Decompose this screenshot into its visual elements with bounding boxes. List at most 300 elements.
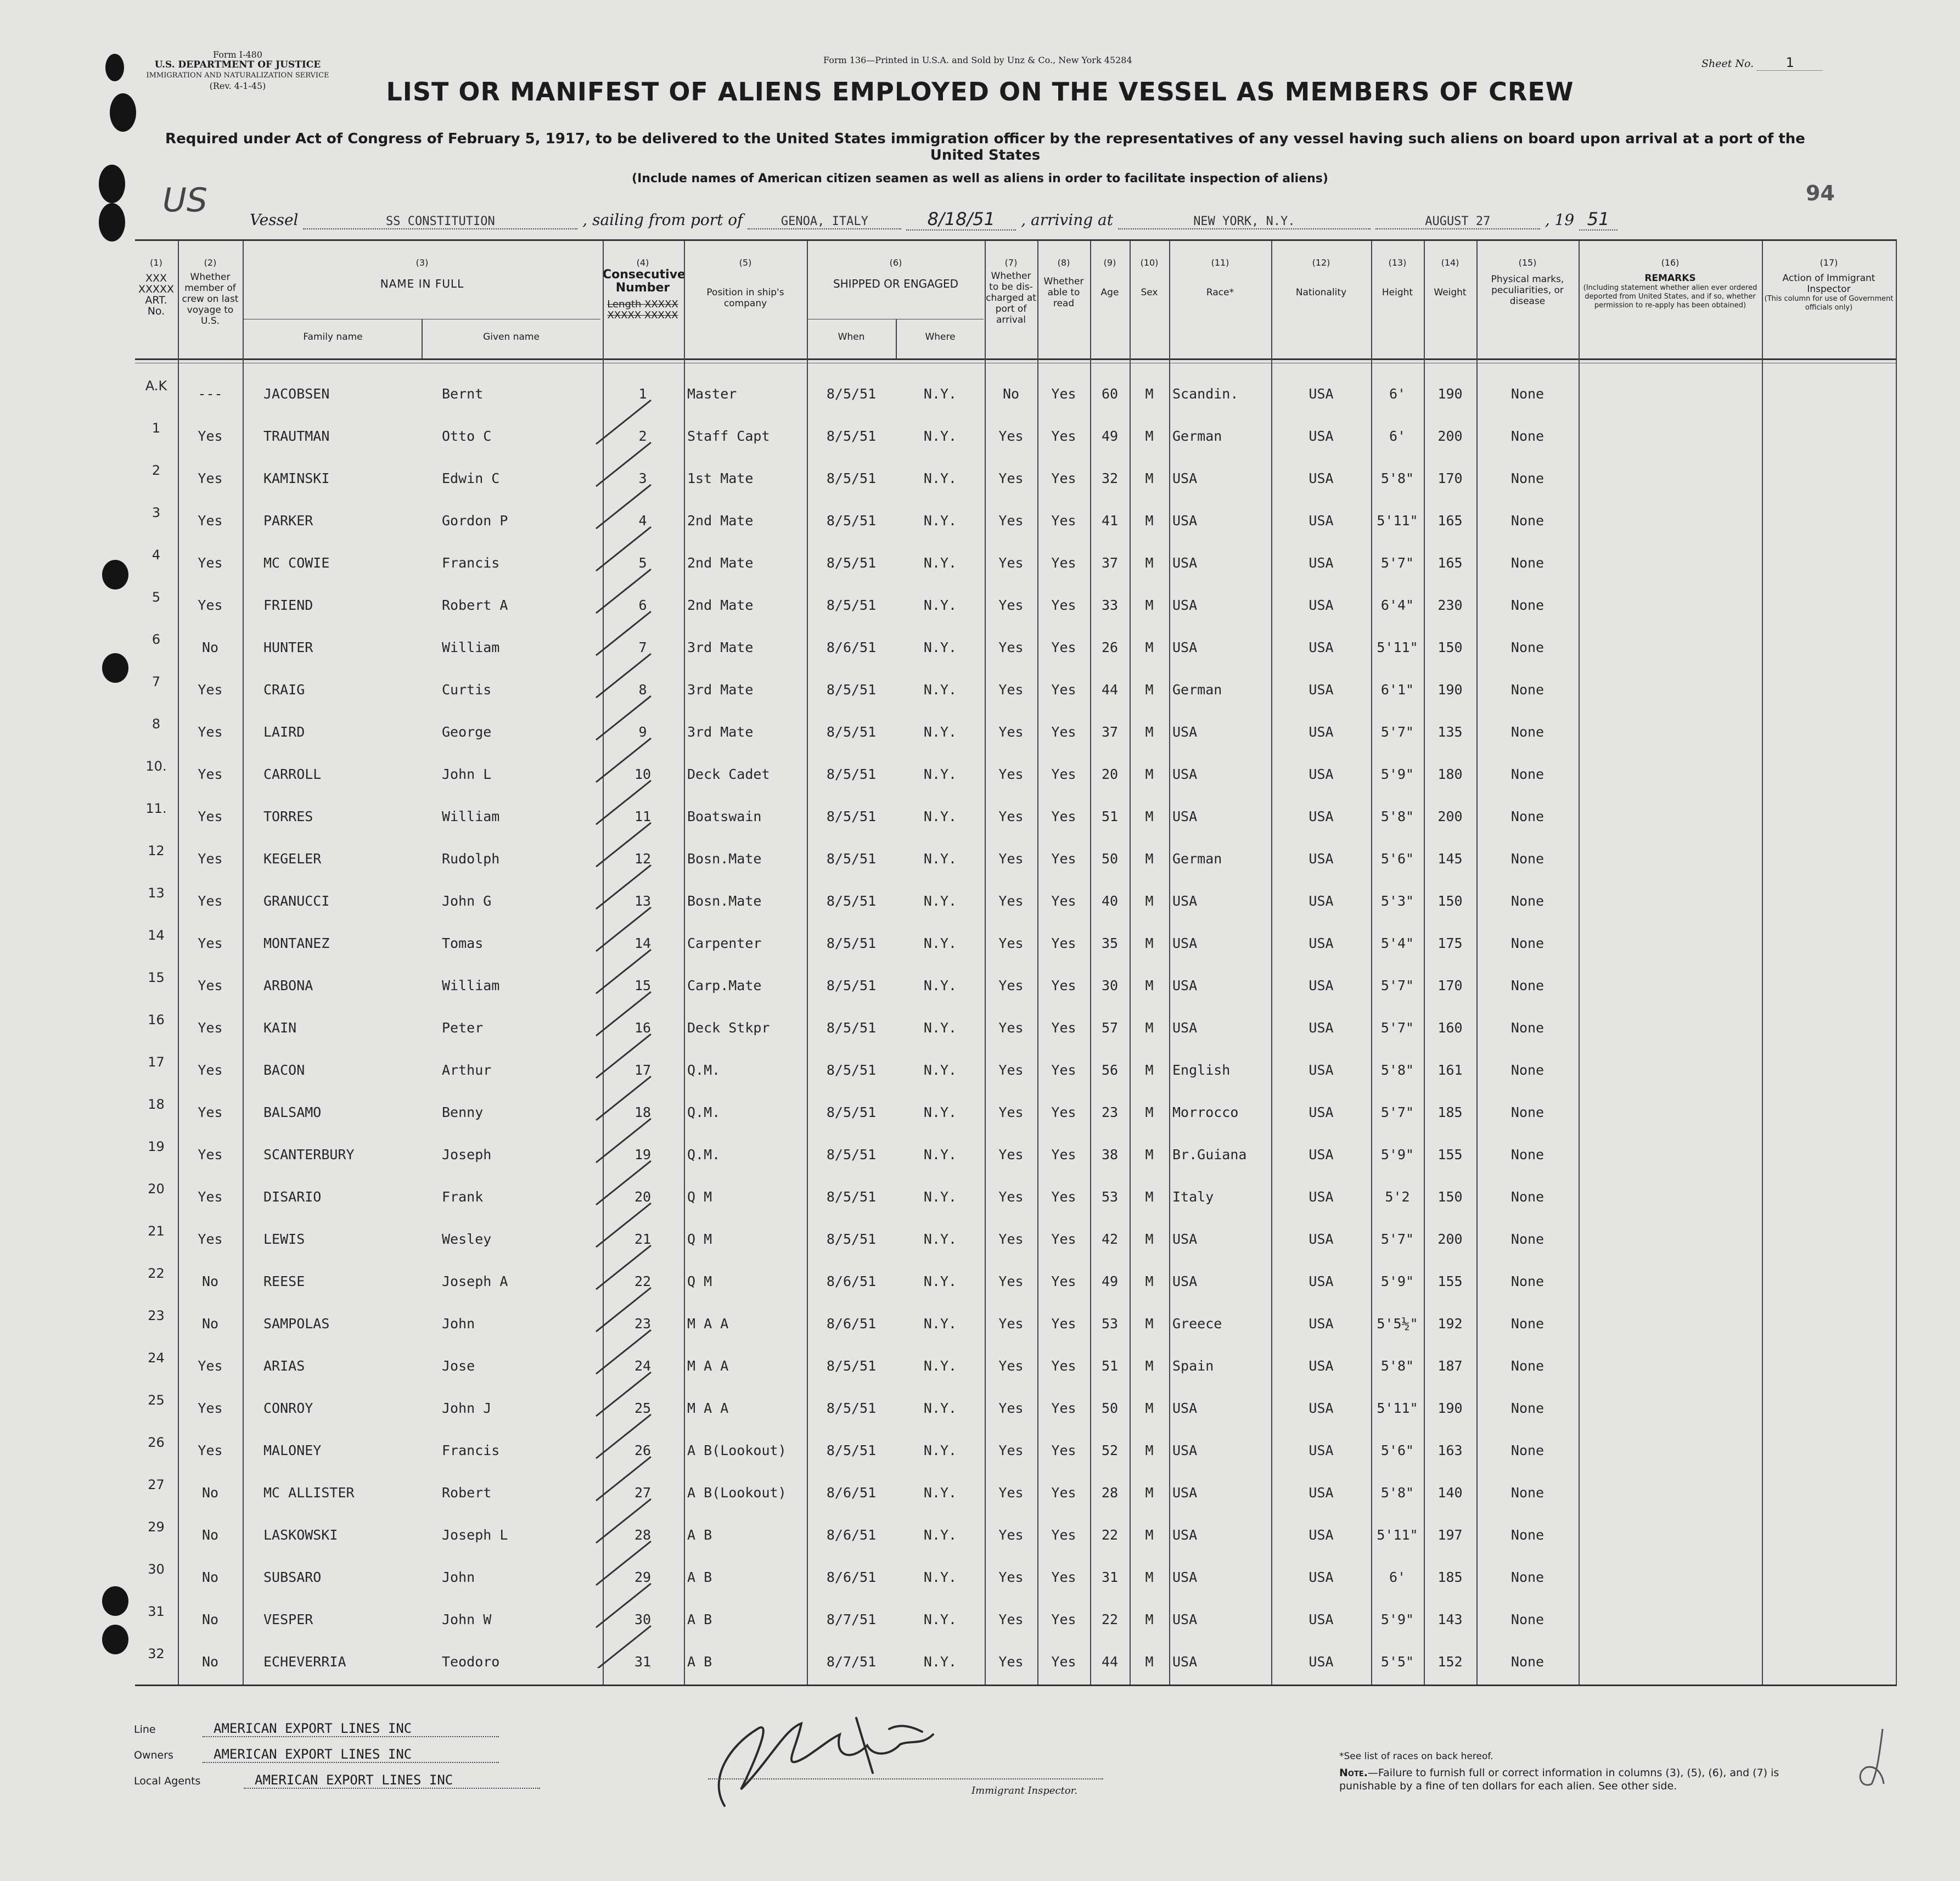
cell-race: USA [1172, 1485, 1198, 1501]
cell-age: 50 [1101, 1400, 1119, 1416]
cell-read: Yes [1051, 1442, 1076, 1458]
col-13-label: Height [1381, 287, 1413, 298]
cell-where: N.Y. [923, 639, 957, 655]
cell-weight: 165 [1437, 555, 1463, 571]
cell-position: A B [687, 1612, 712, 1627]
cell-given: John [442, 1316, 475, 1332]
cell-when: 8/6/51 [826, 1273, 877, 1289]
cell-last: No [201, 1527, 219, 1543]
crew-row [135, 457, 1897, 499]
col-7-number: (7) [1004, 257, 1018, 268]
agents-label: Local Agents [134, 1775, 201, 1787]
tally-mark [596, 442, 651, 486]
cell-weight: 161 [1437, 1062, 1463, 1078]
cell-weight: 230 [1437, 597, 1463, 613]
tally-mark [596, 1626, 651, 1668]
cell-height: 5'9" [1380, 1612, 1414, 1627]
crew-row [135, 1472, 1897, 1514]
cell-disch: Yes [998, 1654, 1024, 1670]
cell-position: Staff Capt [687, 428, 770, 444]
tally-mark [596, 781, 651, 824]
col-1-label: XXX XXXXX ART. No. [138, 272, 175, 317]
cell-weight: 200 [1437, 1231, 1463, 1247]
cell-sex: M [1145, 851, 1154, 867]
cell-where: N.Y. [923, 1273, 957, 1289]
cell-when: 8/5/51 [826, 682, 877, 698]
cell-nat: USA [1308, 1062, 1334, 1078]
cell-no: 20 [634, 1189, 652, 1205]
cell-marks: None [1510, 808, 1545, 824]
cell-marks: None [1510, 978, 1545, 993]
cell-id: 18 [148, 1097, 165, 1112]
cell-family: GRANUCCI [263, 893, 330, 909]
col-4-header [603, 257, 686, 321]
cell-height: 5'4" [1380, 935, 1414, 951]
tally-mark [596, 1161, 651, 1205]
col-3-header [244, 257, 600, 289]
col-2-header [179, 257, 242, 327]
cell-given: Tomas [442, 935, 484, 951]
cell-last: Yes [198, 1358, 223, 1374]
cell-nat: USA [1308, 808, 1334, 824]
cell-when: 8/5/51 [826, 470, 877, 486]
races-note: *See list of races on back hereof. [1339, 1751, 1493, 1762]
cell-disch: Yes [998, 1527, 1024, 1543]
cell-height: 5'9" [1380, 766, 1414, 782]
cell-last: Yes [198, 1104, 223, 1120]
cell-given: Wesley [442, 1231, 492, 1247]
cell-where: N.Y. [923, 1062, 957, 1078]
cell-position: Bosn.Mate [687, 851, 762, 867]
cell-position: A B [687, 1527, 712, 1543]
cell-given: Joseph [442, 1147, 492, 1163]
crew-row [135, 922, 1897, 964]
column-divider [985, 241, 986, 1685]
cell-nat: USA [1308, 1612, 1334, 1627]
cell-last: No [201, 1612, 219, 1627]
name-subcolumn-divider [422, 319, 423, 358]
cell-height: 6'1" [1380, 682, 1414, 698]
cell-where: N.Y. [923, 513, 957, 529]
cell-family: BALSAMO [263, 1104, 322, 1120]
crew-row [135, 964, 1897, 1007]
cell-given: Francis [442, 1442, 500, 1458]
cell-position: M A A [687, 1358, 729, 1374]
cell-when: 8/5/51 [826, 597, 877, 613]
cell-where: N.Y. [923, 1104, 957, 1120]
cell-height: 5'7" [1380, 1020, 1414, 1036]
cell-when: 8/5/51 [826, 1231, 877, 1247]
cell-where: N.Y. [923, 1316, 957, 1332]
cell-sex: M [1145, 1612, 1154, 1627]
cell-disch: Yes [998, 682, 1024, 698]
col-8-header [1038, 257, 1089, 309]
col-2-number: (2) [204, 257, 217, 268]
cell-disch: Yes [998, 1358, 1024, 1374]
column-divider [1090, 241, 1091, 1685]
column-divider [1371, 241, 1372, 1685]
cell-disch: Yes [998, 639, 1024, 655]
vessel-name: SS CONSTITUTION [303, 215, 577, 229]
cell-id: 16 [148, 1012, 165, 1027]
cell-nat: USA [1308, 1485, 1334, 1501]
cell-height: 6'4" [1380, 597, 1414, 613]
cell-read: Yes [1051, 978, 1076, 993]
cell-age: 51 [1101, 808, 1119, 824]
crew-row [135, 1345, 1897, 1387]
cell-position: Bosn.Mate [687, 893, 762, 909]
cell-position: 3rd Mate [687, 682, 754, 698]
cell-sex: M [1145, 1527, 1154, 1543]
cell-where: N.Y. [923, 1400, 957, 1416]
cell-race: English [1172, 1062, 1231, 1078]
cell-disch: Yes [998, 808, 1024, 824]
cell-read: Yes [1051, 639, 1076, 655]
cell-height: 5'8" [1380, 1358, 1414, 1374]
cell-height: 5'7" [1380, 724, 1414, 740]
cell-where: N.Y. [923, 1358, 957, 1374]
cell-marks: None [1510, 1316, 1545, 1332]
department-name: U.S. DEPARTMENT OF JUSTICE [154, 59, 321, 70]
cell-race: USA [1172, 513, 1198, 529]
line-field [134, 1721, 499, 1737]
cell-family: SUBSARO [263, 1569, 322, 1585]
col-11-label: Race* [1206, 287, 1234, 298]
cell-disch: Yes [998, 724, 1024, 740]
cell-disch: Yes [998, 470, 1024, 486]
cell-when: 8/6/51 [826, 1485, 877, 1501]
cell-age: 35 [1101, 935, 1119, 951]
cell-no: 28 [634, 1527, 652, 1543]
cell-marks: None [1510, 1485, 1545, 1501]
col-17-label: Action of Immigrant Inspector [1782, 273, 1875, 295]
cell-read: Yes [1051, 1147, 1076, 1163]
cell-weight: 190 [1437, 682, 1463, 698]
cell-marks: None [1510, 1189, 1545, 1205]
tally-mark [596, 950, 651, 993]
cell-family: PARKER [263, 513, 313, 529]
handwritten-margin-mark: US [162, 181, 208, 220]
crew-row [135, 584, 1897, 626]
cell-last: Yes [198, 1147, 223, 1163]
cell-where: N.Y. [923, 1147, 957, 1163]
col-6-where-header: Where [925, 332, 956, 342]
cell-read: Yes [1051, 1020, 1076, 1036]
cell-marks: None [1510, 513, 1545, 529]
cell-age: 37 [1101, 555, 1119, 571]
handwritten-corner-mark [1850, 1723, 1899, 1795]
cell-marks: None [1510, 893, 1545, 909]
col-5-header [685, 257, 806, 309]
col-17-number: (17) [1819, 257, 1838, 268]
cell-id: 24 [148, 1350, 165, 1366]
cell-marks: None [1510, 1654, 1545, 1670]
cell-disch: Yes [998, 597, 1024, 613]
cell-disch: Yes [998, 1020, 1024, 1036]
cell-given: Gordon P [442, 513, 508, 529]
cell-when: 8/5/51 [826, 978, 877, 993]
cell-race: USA [1172, 1569, 1198, 1585]
cell-family: KAIN [263, 1020, 297, 1036]
col-14-label: Weight [1434, 287, 1467, 298]
cell-disch: Yes [998, 978, 1024, 993]
tally-mark [596, 1076, 651, 1120]
cell-where: N.Y. [923, 597, 957, 613]
cell-no: 5 [638, 555, 647, 571]
cell-sex: M [1145, 1316, 1154, 1332]
column-divider [1896, 241, 1897, 1685]
cell-height: 5'8" [1380, 470, 1414, 486]
cell-height: 5'2 [1385, 1189, 1410, 1205]
cell-nat: USA [1308, 1189, 1334, 1205]
cell-last: No [201, 1485, 219, 1501]
tally-mark [596, 1499, 651, 1543]
cell-read: Yes [1051, 1273, 1076, 1289]
cell-family: ARIAS [263, 1358, 305, 1374]
crew-row [135, 1049, 1897, 1091]
cell-read: Yes [1051, 597, 1076, 613]
cell-race: USA [1172, 470, 1198, 486]
cell-sex: M [1145, 1569, 1154, 1585]
cell-disch: Yes [998, 1062, 1024, 1078]
cell-last: Yes [198, 513, 223, 529]
cell-age: 49 [1101, 1273, 1119, 1289]
cell-id: 29 [148, 1519, 165, 1535]
crew-row [135, 795, 1897, 838]
cell-nat: USA [1308, 639, 1334, 655]
col-2-label: Whether member of crew on last voyage to U.S. [182, 272, 239, 327]
cell-nat: USA [1308, 1231, 1334, 1247]
cell-nat: USA [1308, 893, 1334, 909]
punch-hole [102, 560, 128, 589]
agents-value: AMERICAN EXPORT LINES INC [244, 1772, 540, 1789]
crew-row [135, 1302, 1897, 1345]
cell-weight: 152 [1437, 1654, 1463, 1670]
cell-read: Yes [1051, 1358, 1076, 1374]
inspector-signature [692, 1680, 999, 1817]
cell-height: 6' [1389, 1569, 1406, 1585]
cell-read: Yes [1051, 1316, 1076, 1332]
tally-mark [596, 654, 651, 698]
cell-weight: 155 [1437, 1273, 1463, 1289]
col-6-label: SHIPPED OR ENGAGED [833, 277, 959, 290]
cell-given: Otto C [442, 428, 492, 444]
cell-id: 22 [148, 1266, 165, 1281]
cell-id: 32 [148, 1646, 165, 1661]
cell-given: Jose [442, 1358, 475, 1374]
inspector-label: Immigrant Inspector. [971, 1785, 1078, 1796]
tally-mark [596, 865, 651, 909]
cell-no: 12 [634, 851, 652, 867]
col-3-family-header: Family name [303, 332, 363, 342]
cell-weight: 180 [1437, 766, 1463, 782]
tally-mark [596, 696, 651, 740]
cell-no: 1 [638, 386, 647, 402]
cell-given: Joseph L [442, 1527, 508, 1543]
col-13-header [1372, 257, 1423, 298]
col-16-header [1580, 257, 1761, 310]
port-of-arrival: NEW YORK, N.Y. [1118, 215, 1371, 229]
cell-race: USA [1172, 893, 1198, 909]
cell-read: Yes [1051, 893, 1076, 909]
col-12-number: (12) [1312, 257, 1330, 268]
tally-mark [596, 1457, 651, 1501]
cell-when: 8/5/51 [826, 555, 877, 571]
cell-weight: 160 [1437, 1020, 1463, 1036]
cell-given: William [442, 978, 500, 993]
cell-read: Yes [1051, 1400, 1076, 1416]
crew-row [135, 1176, 1897, 1218]
cell-given: John L [442, 766, 492, 782]
cell-weight: 165 [1437, 513, 1463, 529]
cell-last: No [201, 1654, 219, 1670]
cell-nat: USA [1308, 470, 1334, 486]
punch-hole [102, 1625, 128, 1654]
year-prefix: , 19 [1545, 211, 1575, 229]
cell-disch: Yes [998, 1316, 1024, 1332]
cell-read: Yes [1051, 682, 1076, 698]
cell-race: USA [1172, 935, 1198, 951]
crew-row [135, 542, 1897, 584]
cell-position: 2nd Mate [687, 555, 754, 571]
crew-row [135, 415, 1897, 457]
col-15-header [1478, 257, 1577, 307]
col-16-sub: (Including statement whether alien ever ordered deported from United States, and if so, whether permission to re-apply has been obtained) [1583, 284, 1757, 310]
cell-given: Arthur [442, 1062, 492, 1078]
cell-height: 5'8" [1380, 808, 1414, 824]
cell-weight: 175 [1437, 935, 1463, 951]
column-divider [1424, 241, 1425, 1685]
cell-family: LEWIS [263, 1231, 305, 1247]
cell-nat: USA [1308, 978, 1334, 993]
cell-no: 15 [634, 978, 652, 993]
cell-sex: M [1145, 513, 1154, 529]
cell-where: N.Y. [923, 978, 957, 993]
tally-mark [596, 1584, 651, 1627]
arrival-year: 51 [1579, 209, 1618, 231]
punch-hole [99, 203, 125, 242]
cell-sex: M [1145, 1400, 1154, 1416]
cell-family: SAMPOLAS [263, 1316, 330, 1332]
cell-last: Yes [198, 851, 223, 867]
cell-sex: M [1145, 1485, 1154, 1501]
cell-weight: 200 [1437, 428, 1463, 444]
cell-nat: USA [1308, 1316, 1334, 1332]
cell-age: 53 [1101, 1316, 1119, 1332]
cell-when: 8/5/51 [826, 893, 877, 909]
cell-id: 15 [148, 970, 165, 985]
cell-age: 26 [1101, 639, 1119, 655]
cell-when: 8/5/51 [826, 1358, 877, 1374]
crew-row [135, 1429, 1897, 1472]
tally-mark [596, 1541, 651, 1585]
cell-marks: None [1510, 1231, 1545, 1247]
cell-marks: None [1510, 1400, 1545, 1416]
col-8-number: (8) [1057, 257, 1070, 268]
column-divider [1762, 241, 1763, 1685]
cell-last: Yes [198, 1400, 223, 1416]
cell-sex: M [1145, 555, 1154, 571]
cell-sex: M [1145, 978, 1154, 993]
cell-sex: M [1145, 1189, 1154, 1205]
cell-id: 14 [148, 928, 165, 943]
tally-mark [596, 400, 651, 444]
cell-marks: None [1510, 639, 1545, 655]
cell-age: 38 [1101, 1147, 1119, 1163]
punch-hole [102, 653, 128, 683]
port-of-departure: GENOA, ITALY [748, 215, 901, 229]
cell-family: MALONEY [263, 1442, 322, 1458]
cell-nat: USA [1308, 1358, 1334, 1374]
cell-race: USA [1172, 766, 1198, 782]
cell-height: 6' [1389, 428, 1406, 444]
cell-id: 19 [148, 1139, 165, 1154]
crew-row [135, 711, 1897, 753]
cell-sex: M [1145, 893, 1154, 909]
cell-sex: M [1145, 766, 1154, 782]
cell-position: Carpenter [687, 935, 762, 951]
cell-family: LASKOWSKI [263, 1527, 338, 1543]
cell-last: No [201, 1569, 219, 1585]
cell-disch: Yes [998, 1485, 1024, 1501]
cell-no: 14 [634, 935, 652, 951]
cell-disch: Yes [998, 893, 1024, 909]
cell-id: 8 [151, 716, 161, 732]
cell-race: Greece [1172, 1316, 1222, 1332]
tally-mark [596, 907, 651, 951]
line-value: AMERICAN EXPORT LINES INC [203, 1721, 499, 1737]
cell-nat: USA [1308, 851, 1334, 867]
col-6-when-header: When [838, 332, 865, 342]
cell-marks: None [1510, 597, 1545, 613]
cell-family: HUNTER [263, 639, 313, 655]
cell-disch: No [1002, 386, 1020, 402]
cell-last: No [201, 639, 219, 655]
cell-when: 8/5/51 [826, 1400, 877, 1416]
cell-given: John [442, 1569, 475, 1585]
cell-race: Br.Guiana [1172, 1147, 1247, 1163]
cell-read: Yes [1051, 1062, 1076, 1078]
cell-no: 26 [634, 1442, 652, 1458]
cell-race: Italy [1172, 1189, 1214, 1205]
cell-given: Teodoro [442, 1654, 500, 1670]
cell-race: USA [1172, 1654, 1198, 1670]
cell-marks: None [1510, 1062, 1545, 1078]
cell-marks: None [1510, 1527, 1545, 1543]
cell-last: Yes [198, 724, 223, 740]
cell-when: 8/7/51 [826, 1612, 877, 1627]
crew-row [135, 1598, 1897, 1641]
cell-when: 8/5/51 [826, 766, 877, 782]
cell-nat: USA [1308, 935, 1334, 951]
cell-marks: None [1510, 682, 1545, 698]
form-revision: (Rev. 4-1-45) [209, 81, 266, 91]
sailing-date: 8/18/51 [906, 209, 1016, 231]
arriving-label: , arriving at [1021, 211, 1113, 229]
col-11-header [1170, 257, 1270, 298]
cell-given: John G [442, 893, 492, 909]
col-15-number: (15) [1518, 257, 1537, 268]
crew-row [135, 1091, 1897, 1133]
cell-when: 8/5/51 [826, 851, 877, 867]
cell-weight: 150 [1437, 893, 1463, 909]
cell-given: Robert A [442, 597, 508, 613]
cell-when: 8/5/51 [826, 1189, 877, 1205]
cell-weight: 155 [1437, 1147, 1463, 1163]
cell-position: 3rd Mate [687, 724, 754, 740]
cell-race: Morrocco [1172, 1104, 1239, 1120]
cell-sex: M [1145, 1654, 1154, 1670]
